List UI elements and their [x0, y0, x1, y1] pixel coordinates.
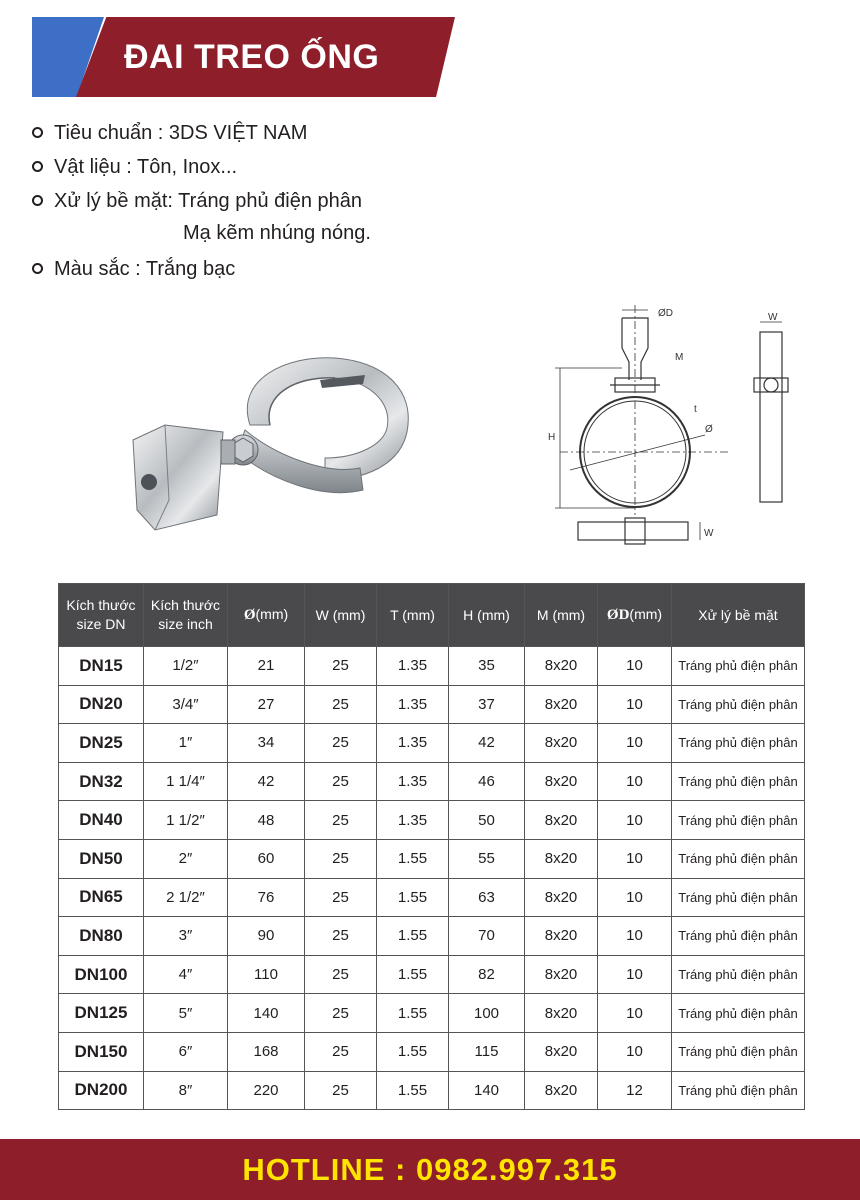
table-cell: 1.55 [377, 1071, 449, 1110]
header-size-inch: Kích thước size inch [144, 584, 228, 647]
table-cell: 10 [598, 1032, 672, 1071]
table-cell: Tráng phủ điện phân [672, 685, 805, 724]
table-cell: 25 [305, 685, 377, 724]
table-cell: Tráng phủ điện phân [672, 917, 805, 956]
table-cell: DN125 [59, 994, 144, 1033]
table-cell: 8x20 [525, 878, 598, 917]
table-cell: 25 [305, 801, 377, 840]
table-cell: 10 [598, 917, 672, 956]
table-cell: Tráng phủ điện phân [672, 878, 805, 917]
table-cell: 27 [228, 685, 305, 724]
header-t: T (mm) [377, 584, 449, 647]
table-row [59, 685, 805, 724]
spec-text: Xử lý bề mặt: Tráng phủ điện phân [54, 190, 363, 212]
header-h: H (mm) [449, 584, 525, 647]
table-cell: Tráng phủ điện phân [672, 955, 805, 994]
spec-text: Vật liệu : Tôn, Inox... [54, 156, 238, 178]
page-title: ĐAI TREO ỐNG [124, 38, 380, 76]
header-surface: Xử lý bề mặt [672, 584, 805, 647]
table-cell: 140 [449, 1071, 525, 1110]
table-cell: 1 1/4″ [144, 762, 228, 801]
table-cell: Tráng phủ điện phân [672, 1071, 805, 1110]
table-cell: Tráng phủ điện phân [672, 647, 805, 686]
size-table [58, 583, 805, 1110]
table-cell: 2″ [144, 839, 228, 878]
table-cell: 1.55 [377, 878, 449, 917]
table-cell: 25 [305, 724, 377, 763]
table-cell: DN15 [59, 647, 144, 686]
table-cell: DN25 [59, 724, 144, 763]
table-cell: 168 [228, 1032, 305, 1071]
spec-list [32, 116, 371, 286]
table-cell: 8x20 [525, 1071, 598, 1110]
table-cell: 8x20 [525, 917, 598, 956]
table-cell: 6″ [144, 1032, 228, 1071]
table-cell: 4″ [144, 955, 228, 994]
table-cell: DN32 [59, 762, 144, 801]
table-cell: 60 [228, 839, 305, 878]
table-cell: 25 [305, 917, 377, 956]
table-cell: 1.55 [377, 994, 449, 1033]
header-w: W (mm) [305, 584, 377, 647]
table-cell: 10 [598, 801, 672, 840]
header-od: ØD(mm) [598, 584, 672, 647]
table-cell: 25 [305, 878, 377, 917]
table-row [59, 1032, 805, 1071]
label-w2: W [704, 528, 714, 539]
table-cell: 10 [598, 647, 672, 686]
spec-item-standard [32, 116, 371, 150]
pipe-clamp-photo [125, 340, 430, 540]
label-w: W [768, 312, 778, 323]
table-cell: 25 [305, 1032, 377, 1071]
table-cell: 115 [449, 1032, 525, 1071]
header-size-dn: Kích thước size DN [59, 584, 144, 647]
bullet-icon [32, 195, 43, 206]
table-cell: 35 [449, 647, 525, 686]
label-t: t [694, 404, 697, 415]
table-cell: 25 [305, 1071, 377, 1110]
table-cell: 1.55 [377, 839, 449, 878]
table-cell: 10 [598, 994, 672, 1033]
table-cell: 10 [598, 685, 672, 724]
table-cell: 34 [228, 724, 305, 763]
table-cell: Tráng phủ điện phân [672, 994, 805, 1033]
table-row [59, 878, 805, 917]
spec-text: Tiêu chuẩn : 3DS VIỆT NAM [54, 122, 308, 144]
table-row [59, 955, 805, 994]
table-cell: 100 [449, 994, 525, 1033]
table-cell: 1/2″ [144, 647, 228, 686]
table-cell: 25 [305, 762, 377, 801]
table-cell: 2 1/2″ [144, 878, 228, 917]
table-cell: 90 [228, 917, 305, 956]
table-cell: DN80 [59, 917, 144, 956]
table-cell: 82 [449, 955, 525, 994]
table-cell: 1.55 [377, 955, 449, 994]
table-cell: 8x20 [525, 1032, 598, 1071]
table-cell: 76 [228, 878, 305, 917]
table-cell: 8x20 [525, 955, 598, 994]
table-cell: DN20 [59, 685, 144, 724]
table-row [59, 762, 805, 801]
table-cell: 70 [449, 917, 525, 956]
table-cell: 10 [598, 839, 672, 878]
table-cell: DN200 [59, 1071, 144, 1110]
table-cell: 12 [598, 1071, 672, 1110]
table-row [59, 647, 805, 686]
table-cell: 220 [228, 1071, 305, 1110]
table-cell: 110 [228, 955, 305, 994]
technical-drawing [540, 300, 830, 550]
table-cell: 1.35 [377, 801, 449, 840]
table-cell: 25 [305, 839, 377, 878]
table-cell: 21 [228, 647, 305, 686]
hotline-text: HOTLINE : 0982.997.315 [242, 1152, 618, 1187]
table-cell: 3/4″ [144, 685, 228, 724]
table-cell: 50 [449, 801, 525, 840]
table-cell: 1.35 [377, 685, 449, 724]
table-cell: 37 [449, 685, 525, 724]
table-cell: 8x20 [525, 685, 598, 724]
table-cell: 8x20 [525, 839, 598, 878]
table-cell: 1.35 [377, 724, 449, 763]
table-row [59, 801, 805, 840]
table-cell: 8x20 [525, 724, 598, 763]
table-row [59, 839, 805, 878]
table-cell: 1.35 [377, 762, 449, 801]
table-cell: Tráng phủ điện phân [672, 801, 805, 840]
table-cell: 8x20 [525, 994, 598, 1033]
title-banner [32, 17, 455, 97]
spec-item-color [32, 252, 371, 286]
label-diameter: Ø [705, 424, 713, 435]
spec-item-material [32, 150, 371, 184]
table-cell: 10 [598, 724, 672, 763]
table-cell: 63 [449, 878, 525, 917]
table-cell: 8x20 [525, 647, 598, 686]
table-cell: 8x20 [525, 762, 598, 801]
table-cell: 42 [228, 762, 305, 801]
label-od: ØD [658, 308, 673, 319]
table-cell: 8x20 [525, 801, 598, 840]
table-cell: 25 [305, 647, 377, 686]
header-m: M (mm) [525, 584, 598, 647]
table-cell: Tráng phủ điện phân [672, 1032, 805, 1071]
header-diameter: Ø(mm) [228, 584, 305, 647]
table-cell: 1 1/2″ [144, 801, 228, 840]
spec-item-surface [32, 184, 371, 248]
table-row [59, 724, 805, 763]
table-row [59, 994, 805, 1033]
label-m: M [675, 352, 684, 363]
table-cell: DN40 [59, 801, 144, 840]
table-cell: DN50 [59, 839, 144, 878]
table-cell: 1.55 [377, 1032, 449, 1071]
table-cell: 5″ [144, 994, 228, 1033]
table-header-row [59, 584, 805, 647]
table-cell: 25 [305, 994, 377, 1033]
table-cell: 48 [228, 801, 305, 840]
table-cell: 1.35 [377, 647, 449, 686]
table-row [59, 917, 805, 956]
table-cell: DN150 [59, 1032, 144, 1071]
table-cell: 10 [598, 955, 672, 994]
table-cell: 10 [598, 762, 672, 801]
bullet-icon [32, 161, 43, 172]
table-cell: 1.55 [377, 917, 449, 956]
label-h: H [548, 432, 556, 443]
bullet-icon [32, 263, 43, 274]
table-cell: DN65 [59, 878, 144, 917]
table-cell: 25 [305, 955, 377, 994]
table-cell: 1″ [144, 724, 228, 763]
table-cell: 140 [228, 994, 305, 1033]
table-cell: Tráng phủ điện phân [672, 762, 805, 801]
table-cell: DN100 [59, 955, 144, 994]
bullet-icon [32, 127, 43, 138]
table-cell: 42 [449, 724, 525, 763]
table-cell: 46 [449, 762, 525, 801]
hotline-footer [0, 1139, 860, 1200]
table-cell: 55 [449, 839, 525, 878]
spec-text-continuation: Mạ kẽm nhúng nóng. [183, 222, 371, 244]
table-cell: 8″ [144, 1071, 228, 1110]
table-row [59, 1071, 805, 1110]
table-cell: Tráng phủ điện phân [672, 724, 805, 763]
table-cell: 3″ [144, 917, 228, 956]
spec-text: Màu sắc : Trắng bạc [54, 258, 236, 280]
table-cell: 10 [598, 878, 672, 917]
table-cell: Tráng phủ điện phân [672, 839, 805, 878]
